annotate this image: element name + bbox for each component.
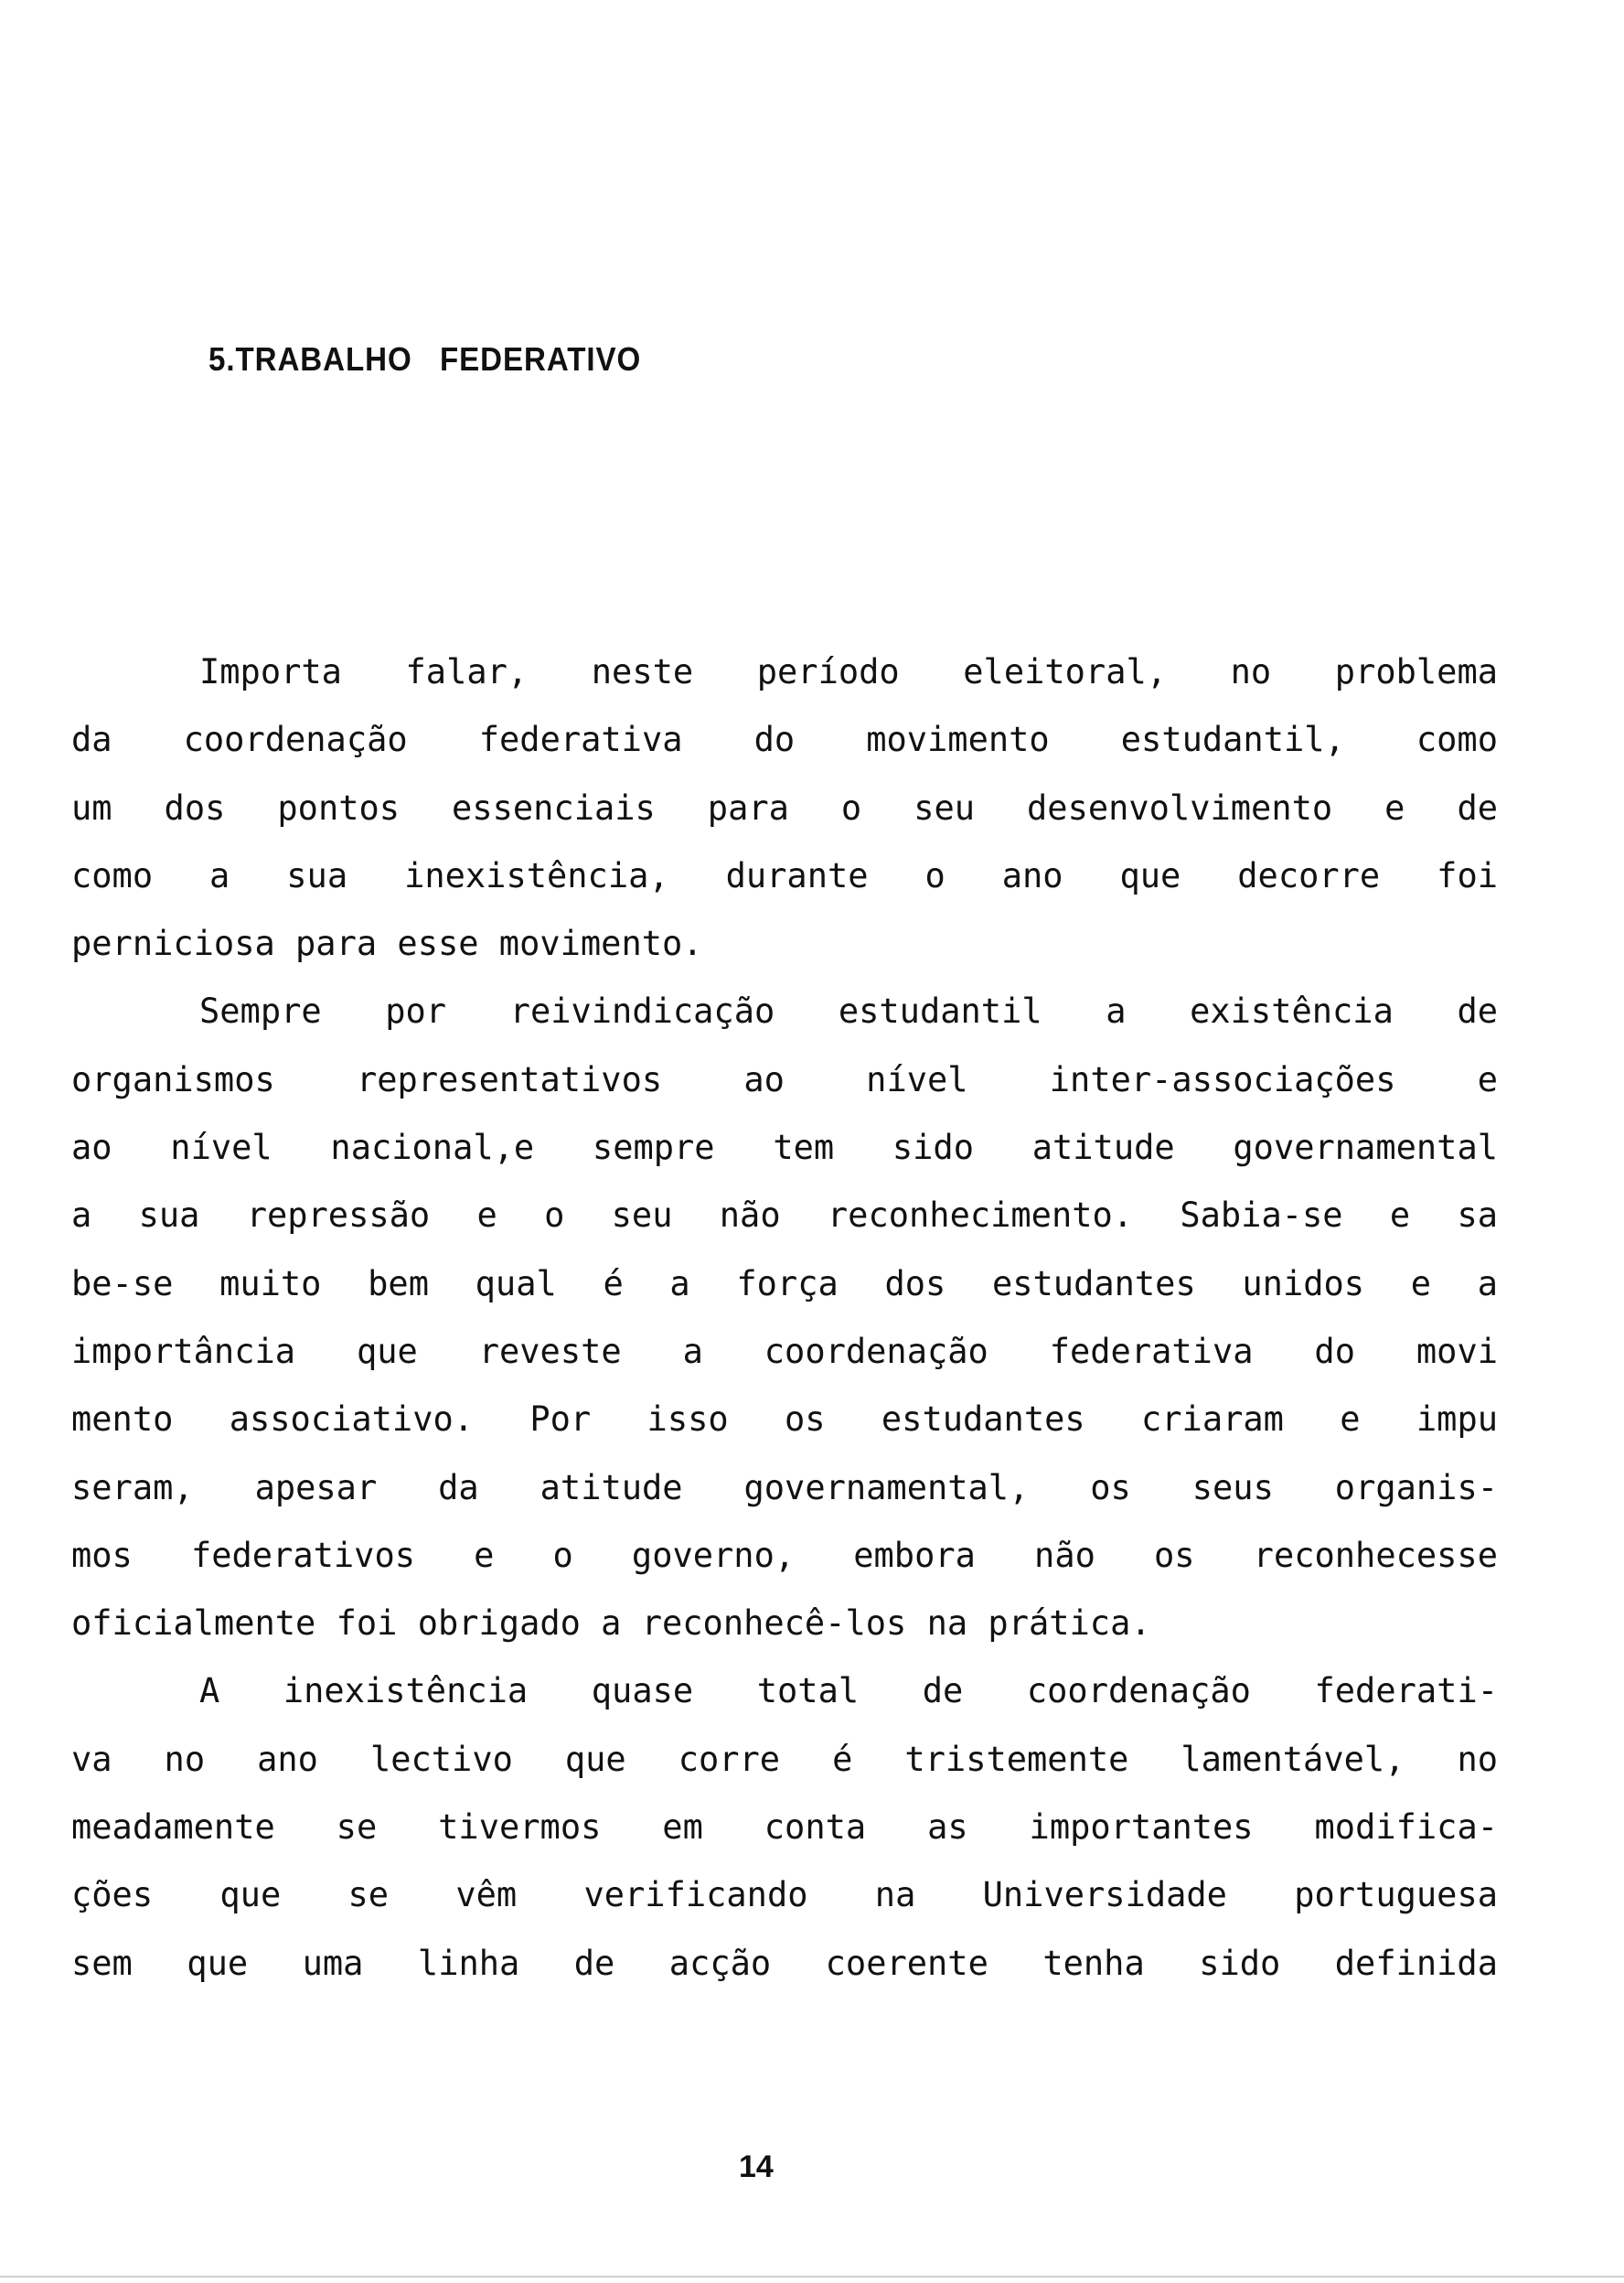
page-number: 14	[739, 2149, 774, 2184]
text-line: meadamente se tivermos em conta as importantes modifica-	[71, 1807, 1498, 1848]
text-line: seram, apesar da atitude governamental, os seus organis-	[71, 1467, 1498, 1507]
text-line: como a sua inexistência, durante o ano que decorre foi	[71, 855, 1498, 895]
text-line: a sua repressão e o seu não reconhecimento. Sabia-se e sa	[71, 1195, 1498, 1236]
text-line: oficialmente foi obrigado a reconhecê-los na prática.	[71, 1603, 1151, 1644]
text-line: mos federativos e o governo, embora não os reconhecesse	[71, 1535, 1498, 1575]
text-line: ao nível nacional,e sempre tem sido atitude governamental	[71, 1128, 1498, 1168]
section-heading: 5.TRABALHO FEDERATIVO	[208, 340, 642, 378]
text-line: Importa falar, neste período eleitoral, no problema	[199, 652, 1498, 691]
text-line: da coordenação federativa do movimento estudantil, como	[71, 720, 1498, 760]
text-line: mento associativo. Por isso os estudantes criaram e impu	[71, 1399, 1498, 1440]
text-line: um dos pontos essenciais para o seu desenvolvimento e de	[71, 788, 1498, 828]
text-line: sem que uma linha de acção coerente tenha sido definida	[71, 1943, 1498, 1983]
text-line: be-se muito bem qual é a força dos estudantes unidos e a	[71, 1263, 1498, 1303]
text-line: Sempre por reivindicação estudantil a existência de	[199, 991, 1498, 1032]
body-text	[71, 638, 1498, 1998]
text-line: perniciosa para esse movimento.	[71, 924, 703, 964]
text-line: A inexistência quase total de coordenação federati-	[199, 1671, 1498, 1711]
bottom-edge-line	[0, 2276, 1624, 2278]
text-line: ções que se vêm verificando na Universidade portuguesa	[71, 1875, 1498, 1915]
text-line: va no ano lectivo que corre é tristemente lamentável, no	[71, 1739, 1498, 1779]
text-line: organismos representativos ao nível inter-associações e	[71, 1059, 1498, 1099]
text-line: importância que reveste a coordenação federativa do movi	[71, 1331, 1498, 1371]
